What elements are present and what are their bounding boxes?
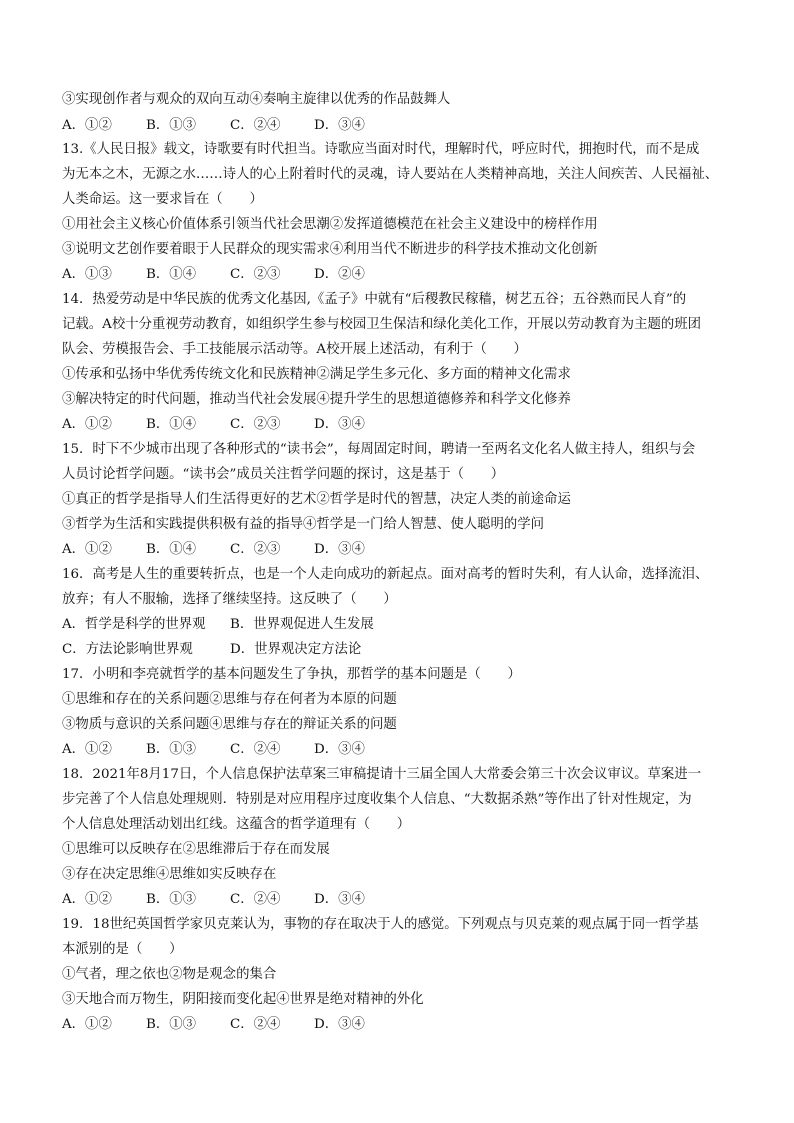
q12-option-b[interactable]: B．①③ [146, 118, 197, 133]
q15-option-b[interactable]: B．①④ [146, 542, 197, 557]
q17-options [62, 741, 746, 759]
q19-stem-line-1: 19．18世纪英国哲学家贝克莱认为，事物的存在取决于人的感觉。下列观点与贝克莱的观点属于同一哲学基 [62, 917, 699, 932]
q12-options [62, 117, 746, 135]
q18-statement-line-2: ③存在决定思维④思维如实反映存在 [62, 867, 277, 882]
q15-stem-line-1: 15．时下不少城市出现了各种形式的“读书会”，每周固定时间，聘请一至两名文化名人做主持人，组织与会 [62, 442, 696, 457]
q14-stem-line-3: 队会、劳模报告会、手工技能展示活动等。A校开展上述活动，有利于（ ） [62, 342, 527, 357]
q13-option-a[interactable]: A．①③ [62, 267, 112, 282]
q14-stem-line-2: 记载。A校十分重视劳动教育，如组织学生参与校园卫生保洁和绿化美化工作，开展以劳动教育为主题的班团 [62, 317, 702, 332]
q17-stem-line-1: 17．小明和李亮就哲学的基本问题发生了争执，那哲学的基本问题是（ ） [62, 667, 521, 682]
q14-statement-line-1: ①传承和弘扬中华优秀传统文化和民族精神②满足学生多元化、多方面的精神文化需求 [62, 367, 571, 382]
q13-option-d[interactable]: D．②④ [314, 267, 365, 282]
q12-option-d[interactable]: D．③④ [314, 118, 365, 133]
q13-option-c[interactable]: C．②③ [230, 267, 281, 282]
q19-statement-line-1: ①气者，理之依也②物是观念的集合 [62, 967, 277, 982]
q14-option-a[interactable]: A．①② [62, 417, 112, 432]
q12-statement-line: ③实现创作者与观众的双向互动④奏响主旋律以优秀的作品鼓舞人 [62, 92, 451, 107]
q19-option-a[interactable]: A．①② [62, 1017, 112, 1032]
q17-option-d[interactable]: D．③④ [314, 742, 365, 757]
q13-statement-line-1: ①用社会主义核心价值体系引领当代社会思潮②发挥道德模范在社会主义建设中的榜样作用 [62, 217, 598, 232]
q19-statement-line-2: ③天地合而万物生，阴阳接而变化起④世界是绝对精神的外化 [62, 992, 424, 1007]
q18-stem-line-2: 步完善了个人信息处理规则．特别是对应用程序过度收集个人信息、“大数据杀熟”等作出了针对性规定，为 [62, 792, 692, 807]
q14-option-c[interactable]: C．②③ [230, 417, 281, 432]
q15-option-a[interactable]: A．①② [62, 542, 112, 557]
q18-option-d[interactable]: D．③④ [314, 892, 365, 907]
q17-option-c[interactable]: C．②④ [230, 742, 281, 757]
q18-statement-line-1: ①思维可以反映存在②思维滞后于存在而发展 [62, 842, 330, 857]
q16-option-a[interactable]: A．哲学是科学的世界观 [62, 617, 206, 632]
q16-options-row-2 [62, 641, 746, 659]
q15-options [62, 541, 746, 559]
q12-option-c[interactable]: C．②④ [230, 118, 281, 133]
q14-options [62, 416, 746, 434]
q15-option-d[interactable]: D．③④ [314, 542, 365, 557]
q14-option-b[interactable]: B．①④ [146, 417, 197, 432]
q14-stem-line-1: 14．热爱劳动是中华民族的优秀文化基因,《孟子》中就有“后稷教民稼穑，树艺五谷；五谷熟而民人育”的 [62, 292, 687, 307]
q14-option-d[interactable]: D．③④ [314, 417, 365, 432]
q16-options-row-1 [62, 616, 746, 634]
q16-option-b[interactable]: B．世界观促进人生发展 [230, 617, 374, 632]
q14-statement-line-2: ③解决特定的时代问题，推动当代社会发展④提升学生的思想道德修养和科学文化修养 [62, 392, 571, 407]
q13-options [62, 266, 746, 284]
q15-option-c[interactable]: C．②③ [230, 542, 281, 557]
q18-stem-line-3: 个人信息处理活动划出红线。这蕴含的哲学道理有（ ） [62, 817, 411, 832]
q16-stem-line-1: 16．高考是人生的重要转折点，也是一个人走向成功的新起点。面对高考的暂时失利，有人认命，选择流泪、 [62, 567, 709, 582]
q18-option-b[interactable]: B．①③ [146, 892, 197, 907]
q15-stem-line-2: 人员讨论哲学问题。“读书会”成员关注哲学问题的探讨，这是基于（ ） [62, 467, 505, 482]
q17-statement-line-2: ③物质与意识的关系问题④思维与存在的辩证关系的问题 [62, 717, 397, 732]
q19-option-c[interactable]: C．②④ [230, 1017, 281, 1032]
q16-stem-line-2: 放弃；有人不服输，选择了继续坚持。这反映了（ ） [62, 592, 397, 607]
q19-options [62, 1016, 746, 1034]
q17-statement-line-1: ①思维和存在的关系问题②思维与存在何者为本原的问题 [62, 692, 397, 707]
q19-option-b[interactable]: B．①③ [146, 1017, 197, 1032]
q15-statement-line-1: ①真正的哲学是指导人们生活得更好的艺术②哲学是时代的智慧，决定人类的前途命运 [62, 492, 571, 507]
q19-option-d[interactable]: D．③④ [314, 1017, 365, 1032]
q12-option-a[interactable]: A．①② [62, 118, 112, 133]
q16-option-d[interactable]: D．世界观决定方法论 [230, 642, 362, 657]
q15-statement-line-2: ③哲学为生活和实践提供积极有益的指导④哲学是一门给人智慧、使人聪明的学问 [62, 517, 545, 532]
q18-stem-line-1: 18．2021年8月17日，个人信息保护法草案三审稿提请十三届全国人大常委会第三十次会议审议。草案进一 [62, 767, 702, 782]
q18-option-c[interactable]: C．②④ [230, 892, 281, 907]
q19-stem-line-2: 本派别的是（ ） [62, 942, 183, 957]
q13-stem-line-2: 为无本之木，无源之水……诗人的心上附着时代的灵魂，诗人要站在人类精神高地，关注人间疾苦、人民福祉、 [62, 167, 719, 182]
q13-statement-line-2: ③说明文艺创作要着眼于人民群众的现实需求④利用当代不断进步的科学技术推动文化创新 [62, 242, 598, 257]
q17-option-a[interactable]: A．①② [62, 742, 112, 757]
q18-options [62, 891, 746, 909]
q17-option-b[interactable]: B．①③ [146, 742, 197, 757]
q13-stem-line-3: 人类命运。这一要求旨在（ ） [62, 192, 263, 207]
q13-stem-line-1: 13.《人民日报》载文，诗歌要有时代担当。诗歌应当面对时代，理解时代，呼应时代，拥抱时代，而不是成 [62, 142, 700, 157]
q13-option-b[interactable]: B．①④ [146, 267, 197, 282]
q18-option-a[interactable]: A．①② [62, 892, 112, 907]
q16-option-c[interactable]: C．方法论影响世界观 [62, 642, 193, 657]
